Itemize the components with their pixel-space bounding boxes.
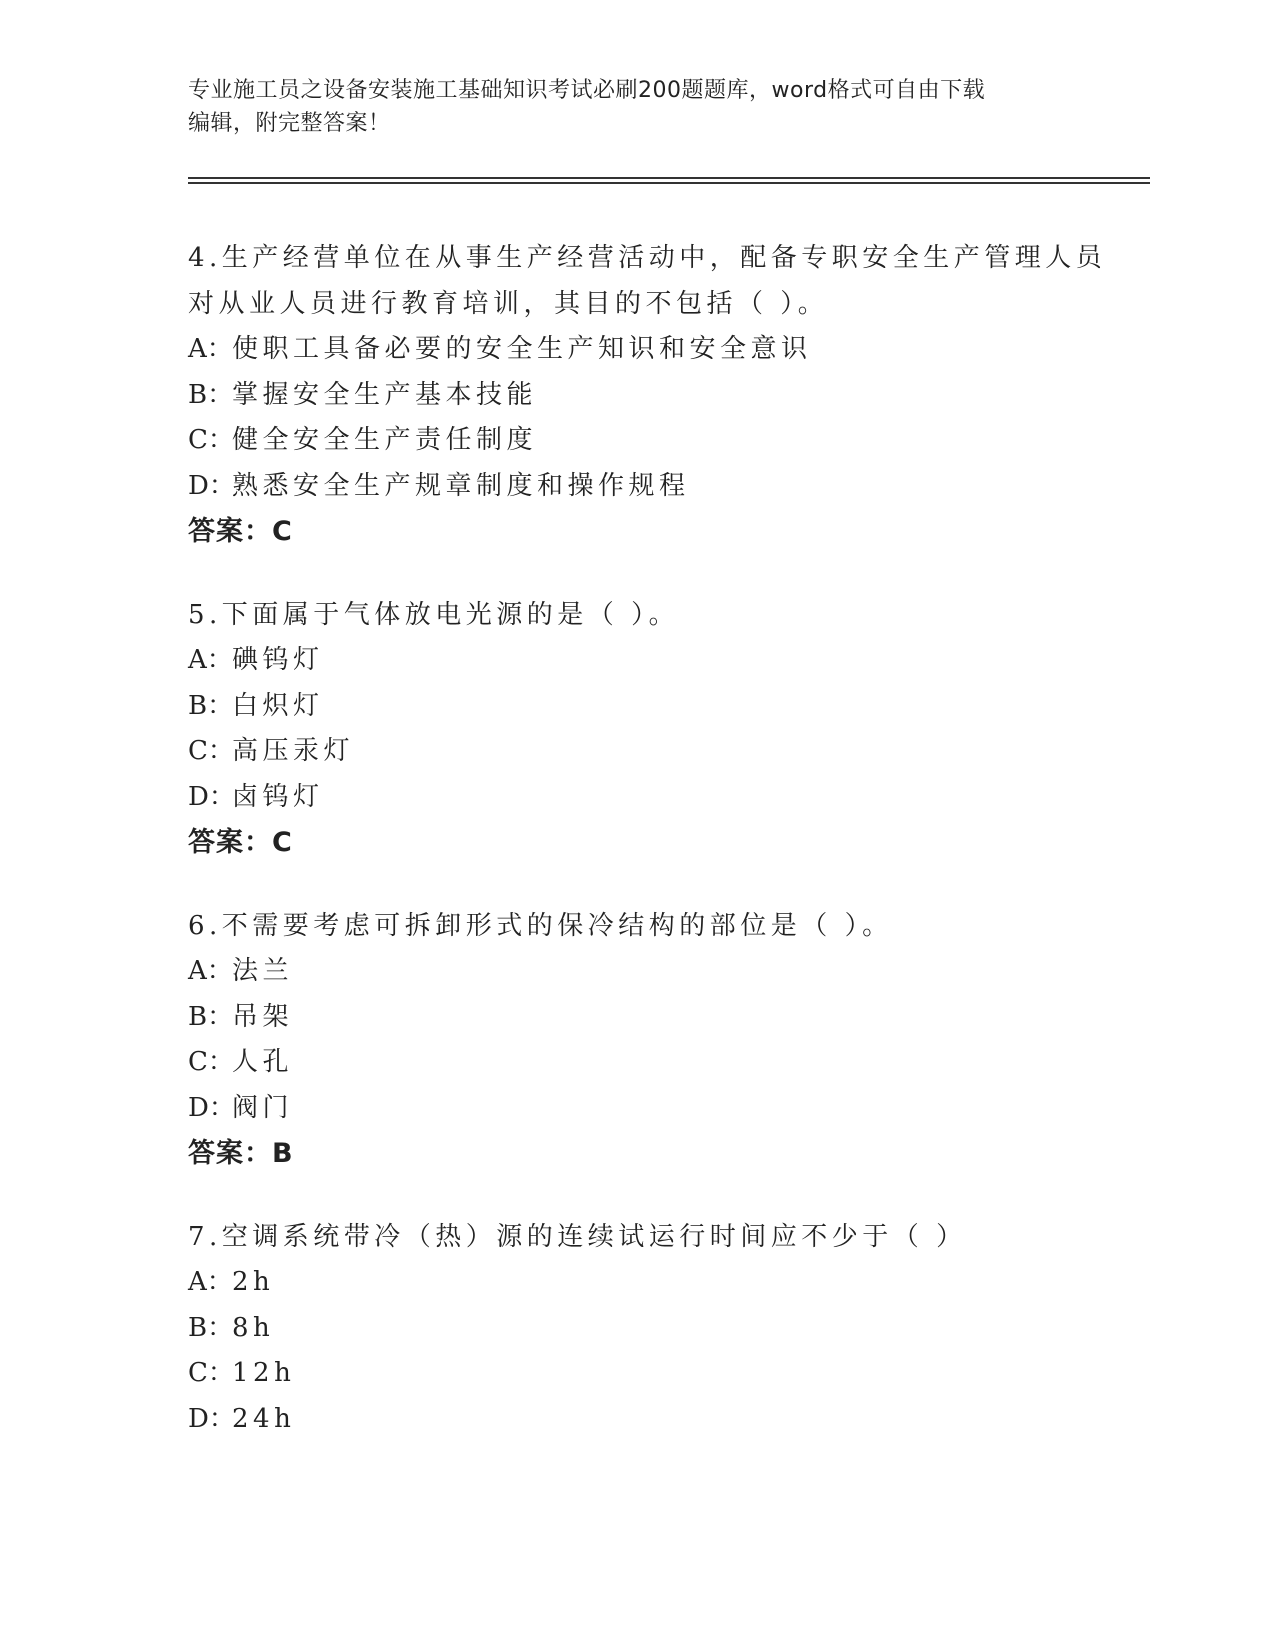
option-text: 吊架 [232,1001,294,1032]
option-c [188,1040,1088,1086]
option-letter: C： [188,1047,234,1077]
question-stem-line: 6.不需要考虑可拆卸形式的保冷结构的部位是（ ）。 [188,910,893,941]
option-c [188,1351,1088,1397]
option-b [188,373,1088,419]
option-text: 2h [232,1267,275,1297]
answer-line: 答案：C [188,827,293,858]
option-letter: C： [188,1358,234,1388]
option-c [188,418,1088,464]
option-a [188,327,1088,373]
option-letter: B： [188,1312,234,1343]
question-5 [188,593,1088,866]
option-letter: D： [188,1092,235,1123]
option-b [188,684,1088,730]
header-line-2: 编辑，附完整答案！ [188,111,391,136]
option-a [188,638,1088,684]
option-text: 使职工具备必要的安全生产知识和安全意识 [232,334,812,364]
option-letter: A： [188,645,233,675]
header-divider-bottom [188,182,1150,184]
header-line-1: 专业施工员之设备安装施工基础知识考试必刷200题题库，word格式可自由下载 [188,78,986,103]
option-d [188,775,1088,821]
option-text: 法兰 [232,956,294,986]
option-d [188,1086,1088,1132]
option-letter: A： [188,956,233,986]
answer-line: 答案：C [188,516,293,547]
option-a [188,949,1088,995]
question-stem-line: 对从业人员进行教育培训，其目的不包括（ ）。 [188,288,829,319]
option-b [188,995,1088,1041]
option-text: 高压汞灯 [232,736,355,766]
document-header [188,74,1088,140]
option-letter: D： [188,470,235,501]
option-d [188,1397,1088,1443]
option-text: 卤钨灯 [232,781,324,812]
question-list [188,236,1107,1480]
header-divider-top [188,177,1150,179]
option-letter: B： [188,1001,234,1032]
option-text: 人孔 [232,1047,294,1077]
option-letter: C： [188,425,234,455]
option-letter: B： [188,690,234,721]
option-text: 24h [232,1403,296,1434]
question-stem-line: 7.空调系统带冷（热）源的连续试运行时间应不少于（ ） [188,1221,967,1252]
answer-line: 答案：B [188,1138,294,1169]
option-a [188,1260,1088,1306]
option-text: 12h [232,1358,296,1388]
option-text: 健全安全生产责任制度 [232,425,538,455]
option-letter: A： [188,1267,233,1297]
option-letter: C： [188,736,234,766]
option-text: 阀门 [232,1092,294,1123]
option-text: 白炽灯 [232,690,324,721]
question-4 [188,236,1107,555]
question-6 [188,904,1088,1177]
option-letter: B： [188,379,234,410]
question-7 [188,1215,1088,1443]
option-d [188,464,1088,510]
option-letter: A： [188,334,233,364]
option-text: 掌握安全生产基本技能 [232,379,538,410]
option-text: 碘钨灯 [232,645,324,675]
option-b [188,1306,1088,1352]
question-stem-line: 4.生产经营单位在从事生产经营活动中，配备专职安全生产管理人员 [188,243,1107,273]
option-text: 8h [232,1312,275,1343]
option-text: 熟悉安全生产规章制度和操作规程 [232,470,690,501]
question-stem-line: 5.下面属于气体放电光源的是（ ）。 [188,599,680,630]
option-letter: D： [188,1403,235,1434]
option-c [188,729,1088,775]
option-letter: D： [188,781,235,812]
